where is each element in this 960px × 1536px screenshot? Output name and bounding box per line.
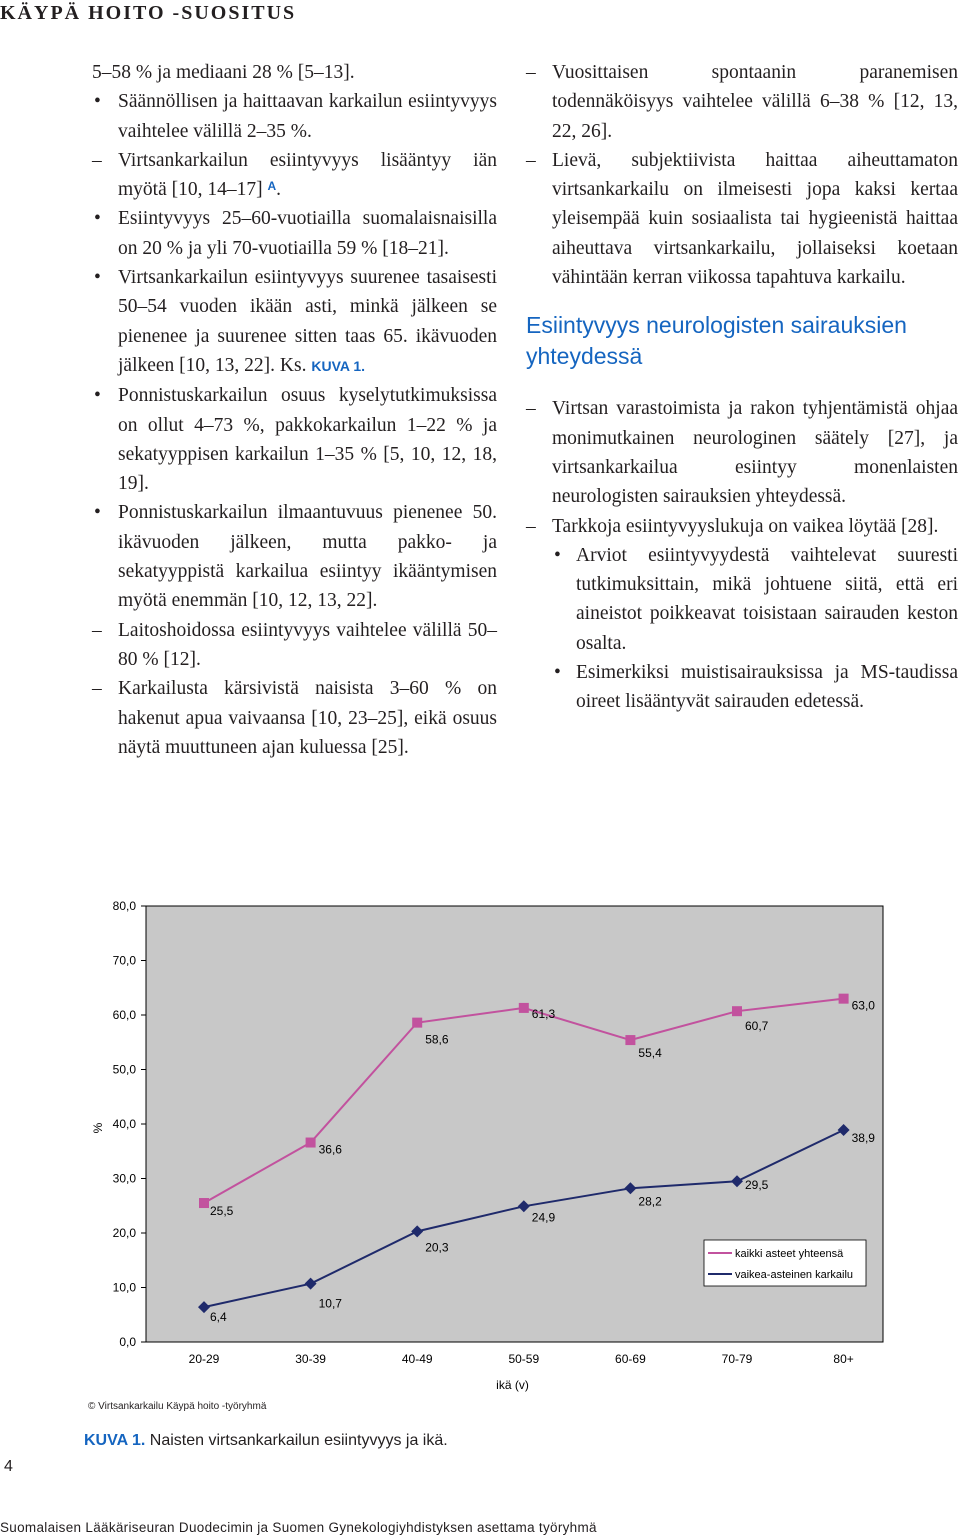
data-point bbox=[199, 1198, 209, 1208]
right-list-item bbox=[526, 541, 958, 658]
item-text: Laitoshoidossa esiintyvyys vaihtelee välillä 50–80 % [12]. bbox=[118, 619, 497, 670]
data-point bbox=[519, 1003, 529, 1013]
x-tick-label: 70-79 bbox=[721, 1352, 753, 1366]
data-label: 58,6 bbox=[425, 1032, 449, 1047]
data-label: 20,3 bbox=[425, 1240, 449, 1255]
item-text: Tarkkoja esiintyvyyslukuja on vaikea löytää [28]. bbox=[552, 515, 939, 537]
data-label: 24,9 bbox=[531, 1210, 556, 1225]
item-text: Virtsan varastoimista ja rakon tyhjentämistä ohjaa monimutkainen neurologinen säätely [27], ja virtsankarkailua esiintyy monenlaisten neurologisten sairauksien yhteydessä. bbox=[552, 398, 958, 508]
x-tick-label: 60-69 bbox=[615, 1352, 646, 1366]
legend-label: kaikki asteet yhteensä bbox=[735, 1248, 844, 1260]
x-tick-label: 30-39 bbox=[295, 1352, 326, 1366]
y-tick-label: 30,0 bbox=[112, 1171, 136, 1186]
item-text: Esiintyvyys 25–60-vuotiailla suomalaisnaisilla on 20 % ja yli 70-vuotiailla 59 % [18–21]. bbox=[118, 208, 497, 259]
data-point bbox=[412, 1018, 422, 1028]
caption-text: Naisten virtsankarkailun esiintyvyys ja ikä. bbox=[149, 1432, 448, 1449]
data-label: 25,5 bbox=[210, 1204, 234, 1219]
item-text: Säännöllisen ja haittaavan karkailun esiintyvyys vaihtelee välillä 2–35 %. bbox=[118, 91, 497, 142]
x-tick-label: 40-49 bbox=[401, 1352, 433, 1366]
y-tick-label: 70,0 bbox=[112, 953, 136, 968]
data-point bbox=[306, 1138, 316, 1148]
item-text: Lievä, subjektiivista haittaa aiheuttamaton virtsankarkailu on ilmeisesti jopa kaksi kertaa yleisempää kuin sosiaalista tai hygieenistä haittaa aiheuttava virtsankarkailu, jollaiseksi koetaan vähintään kerran viikossa tapahtuva karkailu. bbox=[552, 149, 958, 289]
caption-label[interactable]: KUVA 1. bbox=[84, 1432, 146, 1449]
y-tick-label: 0,0 bbox=[119, 1335, 136, 1349]
data-label: 10,7 bbox=[318, 1296, 342, 1311]
data-label: 29,5 bbox=[745, 1178, 769, 1193]
item-text: Vuosittaisen spontaanin paranemisen todennäköisyys vaihtelee välillä 6–38 % [12, 13, 22, 26]. bbox=[552, 62, 958, 142]
data-label: 36,6 bbox=[318, 1142, 342, 1157]
right-column-top bbox=[526, 58, 958, 292]
page-footer: Suomalaisen Lääkäriseuran Duodecimin ja Suomen Gynekologiyhdistyksen asettama työryhmä bbox=[0, 1520, 597, 1535]
x-axis-label: ikä (v) bbox=[496, 1378, 529, 1392]
right-list-item bbox=[526, 512, 958, 541]
data-point bbox=[839, 994, 849, 1004]
y-tick-label: 40,0 bbox=[112, 1117, 136, 1131]
y-tick-label: 50,0 bbox=[112, 1062, 136, 1077]
right-column bbox=[526, 58, 958, 717]
page-number: 4 bbox=[4, 1458, 13, 1475]
item-text: 5–58 % ja mediaani 28 % [5–13]. bbox=[92, 62, 355, 83]
y-tick-label: 80,0 bbox=[112, 899, 136, 913]
right-column-bottom bbox=[526, 394, 958, 716]
item-text: Arviot esiintyvyydestä vaihtelevat suuresti tutkimuksittain, mikä johtuene siitä, että eri aineistot poikkeavat toisistaan sairauden keston osalta. bbox=[576, 544, 958, 654]
item-text: Ponnistuskarkailun osuus kyselytutkimuksissa on ollut 4–73 %, pakkokarkailun 1–22 % ja sekatyyppisen karkailun 1–35 % [5, 10, 12, 18, 19]. bbox=[118, 385, 497, 495]
data-label: 6,4 bbox=[210, 1310, 227, 1325]
item-text: Virtsankarkailun esiintyvyys suurenee tasaisesti 50–54 vuoden ikään asti, minkä jälkeen se pienenee ja suurenee sitten taas 65. ikävuoden jälkeen [10, 13, 22]. Ks. bbox=[118, 267, 497, 376]
item-text: Karkailusta kärsivistä naisista 3–60 % on hakenut apua vaivaansa [10, 23–25], eikä osuus näytä muuttuneen ajan kuluessa [25]. bbox=[118, 678, 497, 758]
data-label: 55,4 bbox=[638, 1046, 662, 1061]
left-list-item bbox=[92, 674, 497, 762]
left-list-item bbox=[92, 498, 497, 615]
item-text: Ponnistuskarkailun ilmaantuvuus pienenee 50. ikävuoden jälkeen, mutta pakko- ja sekatyyppistä karkailua esiintyy ikääntymisen myötä enemmän [10, 12, 13, 22]. bbox=[118, 502, 497, 612]
y-tick-label: 20,0 bbox=[112, 1226, 136, 1240]
y-tick-label: 60,0 bbox=[112, 1008, 136, 1022]
left-list-item bbox=[92, 87, 497, 146]
chart-copyright: © Virtsankarkailu Käypä hoito -työryhmä bbox=[88, 1401, 267, 1412]
data-point bbox=[625, 1035, 635, 1045]
right-list-item bbox=[526, 58, 958, 146]
data-label: 60,7 bbox=[745, 1019, 769, 1034]
figure-link[interactable]: KUVA 1. bbox=[311, 357, 366, 374]
legend-label: vaikea-asteinen karkailu bbox=[735, 1269, 854, 1281]
x-tick-label: 20-29 bbox=[188, 1352, 220, 1366]
left-column bbox=[92, 58, 497, 762]
data-label: 28,2 bbox=[638, 1194, 662, 1209]
right-list-item bbox=[526, 394, 958, 511]
data-label: 61,3 bbox=[531, 1006, 556, 1021]
y-axis-label: % bbox=[91, 1122, 105, 1134]
left-list-item: – Virtsankarkailun esiintyvyys lisääntyy iän myötä [10, 14–17] $^A$. bbox=[92, 146, 497, 205]
data-point bbox=[732, 1006, 742, 1016]
figure-kuva-1 bbox=[0, 880, 960, 1400]
line-chart bbox=[0, 880, 960, 1400]
evidence-level-badge[interactable]: A bbox=[267, 179, 277, 194]
figure-caption bbox=[84, 1432, 448, 1450]
item-text: Esimerkiksi muistisairauksissa ja MS-taudissa oireet lisääntyvät sairauden edetessä. bbox=[576, 662, 958, 713]
x-tick-label: 80+ bbox=[833, 1352, 854, 1366]
header-title: KÄYPÄ HOITO -SUOSITUS bbox=[0, 2, 297, 24]
right-list-item bbox=[526, 146, 958, 292]
page-header bbox=[0, 0, 960, 28]
left-paragraph bbox=[92, 58, 497, 87]
left-list-item bbox=[92, 616, 497, 675]
section-heading: Esiintyvyys neurologisten sairauksien yhteydessä bbox=[526, 312, 907, 370]
data-label: 38,9 bbox=[851, 1130, 875, 1145]
left-list-item bbox=[92, 381, 497, 498]
left-list-item bbox=[92, 263, 497, 381]
y-tick-label: 10,0 bbox=[112, 1280, 136, 1295]
x-tick-label: 50-59 bbox=[508, 1352, 540, 1366]
right-list-item bbox=[526, 658, 958, 717]
item-text: Virtsankarkailun esiintyvyys lisääntyy iän myötä [10, 14–17] bbox=[118, 149, 497, 201]
left-list-item bbox=[92, 204, 497, 263]
data-label: 63,0 bbox=[851, 998, 875, 1013]
